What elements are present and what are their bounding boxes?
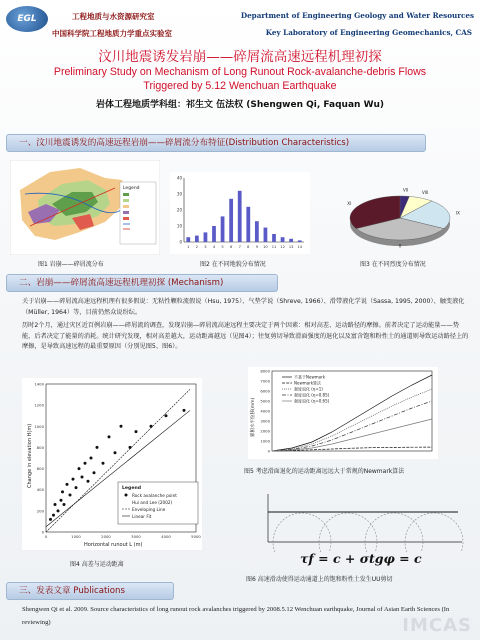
pie-slices: [350, 196, 450, 246]
scatter-legend-4: Linear Fit: [132, 514, 152, 519]
mohr-circle-2: [319, 513, 377, 552]
figure-6-caption: 图6 高速滑动使得运动通道上的饱和粉性土发生UU剪切: [246, 576, 393, 583]
line-legend-label: Newmark算法: [294, 380, 322, 386]
line-legend-label: 强度退化 (η=0.65): [294, 398, 330, 404]
scatter-legend-3: Enveloping Line: [132, 507, 166, 512]
watermark: IMCAS: [402, 615, 472, 636]
legend-point-marker: [125, 494, 128, 497]
bar-7: [238, 191, 242, 242]
mohr-circle-1: [273, 513, 331, 552]
org-name-en-2: Key Laboratory of Engineering Geomechanics, CAS: [265, 28, 472, 37]
scatter-point: [135, 430, 138, 433]
scatter-point: [129, 446, 132, 449]
scatter-legend-2: Hui and Lee (2002): [132, 500, 173, 505]
section-1-heading: 一、汶川地震诱发的高速远程岩崩——碎屑流分布特征(Distribution Characteristics): [6, 134, 426, 152]
bar-y-tick-label: 0: [179, 239, 182, 245]
scatter-point: [114, 451, 117, 454]
scatter-point: [183, 409, 186, 412]
legend-swatch-5: [123, 217, 129, 220]
scatter-point: [102, 462, 105, 465]
shear-strength-formula: τf = c + σtgφ = c: [300, 551, 422, 566]
line-y-tick-label: 8000: [260, 368, 270, 374]
scatter-x-tick-label: 0: [44, 534, 48, 539]
bar-y-tick-label: 20: [176, 207, 182, 213]
figure-1-caption: 图1 岩崩——碎屑流分布: [38, 261, 104, 268]
landform-bar-chart: [170, 172, 310, 254]
line-chart-bg: [248, 367, 438, 459]
scatter-y-tick-label: 600: [36, 466, 44, 472]
scatter-y-tick-label: 1400: [34, 381, 44, 387]
scatter-point: [120, 425, 123, 428]
scatter-point: [63, 503, 66, 506]
title-english-line-1: Preliminary Study on Mechanism of Long Runout Rock-avalanche-debris Flows: [53, 66, 427, 78]
line-y-tick-label: 5000: [260, 398, 270, 404]
distribution-map: [10, 160, 160, 255]
section-3-heading: 三、发表文章 Publications: [6, 582, 174, 600]
scatter-point: [54, 503, 57, 506]
figure-3-caption: 图3 在不同烈度分布情况: [360, 261, 426, 268]
scatter-y-tick-label: 1000: [34, 423, 44, 429]
intensity-pie-chart: [318, 188, 474, 258]
bar-8: [246, 207, 250, 242]
paragraph-hypotheses: 关于岩崩——碎屑流高速远程机理有很多假说：无粘性颗粒流假说（Hsu, 1975）、气垫学说（Shreve, 1966）、滑带液化学说（Sassa, 1995, 2000）、触变液化（Müller, 1964）等，目前仍然众说纷纭。: [22, 298, 465, 316]
scatter-legend-title: Legend: [122, 486, 142, 491]
bar-y-tick-label: 10: [176, 223, 182, 229]
org-name-en-1: Department of Engineering Geology and Water Resources: [240, 11, 474, 20]
shear-envelope-diagram: [262, 490, 468, 552]
scatter-point: [66, 483, 69, 486]
figure-2-caption: 图2 在不同地貌分布情况: [200, 261, 266, 268]
displacement-line-chart: [248, 367, 438, 459]
scatter-point: [60, 499, 63, 502]
scatter-point: [78, 467, 81, 470]
scatter-y-tick-label: 400: [36, 487, 44, 493]
runout-scatter-chart: [22, 378, 202, 550]
figure-5-caption: 图5 考虑滑面退化的运动距离远远大于常规的Newmark算法: [244, 468, 405, 475]
paragraph-findings: 历时2个月，通过灾区近百例岩崩——碎屑流的调查，发现岩崩—碎屑流高速远程主要决定于两个因素：相对高差、运动路径的摩擦。前者决定了运动能量——势能，后者决定了能量的消耗。统计研究发现，相对高差越大，运动距离越远（见图4）；往复剪切导致滑面强度的退化以及富含饱和粉性土的通道则导致运动路径上的摩擦，是导致高速远程的最重要原因（分别见图5、图6）。: [22, 322, 469, 350]
legend-swatch-2: [123, 199, 129, 202]
line-y-tick-label: 2000: [260, 428, 270, 434]
line-y-tick-label: 6000: [260, 388, 270, 394]
line-legend-label: 强度退化 (η=1): [294, 386, 323, 392]
line-y-tick-label: 4000: [260, 408, 270, 414]
scatter-point: [96, 446, 99, 449]
scatter-point: [75, 486, 78, 489]
bar-x-tick-label: 5: [221, 245, 224, 249]
line-y-label: 累积水平位移(mm): [251, 397, 256, 437]
scatter-legend-1: Rock avalanche point: [132, 493, 177, 498]
legend-swatch-3: [123, 205, 129, 208]
bar-6: [229, 199, 233, 242]
scatter-point: [52, 514, 55, 517]
line-y-tick-label: 3000: [260, 418, 270, 424]
bar-5: [221, 216, 225, 242]
bar-x-tick-label: 8: [247, 245, 250, 249]
scatter-point: [81, 476, 84, 479]
scatter-point: [72, 478, 75, 481]
map-legend-title: Legend: [123, 186, 140, 191]
scatter-x-label: Horizontal runout L (m): [84, 542, 143, 548]
bar-x-tick-label: 1: [187, 245, 190, 249]
pie-label: VIII: [421, 190, 429, 196]
bar-x-tick-label: 2: [195, 245, 199, 249]
bar-x-tick-label: 11: [271, 245, 277, 249]
org-name-cn-1: 工程地质与水资源研究室: [72, 12, 155, 21]
bar-1: [186, 237, 190, 242]
bar-y-tick-label: 40: [176, 175, 182, 181]
bar-y-tick-label: 30: [176, 191, 182, 197]
scatter-y-tick-label: 1200: [34, 402, 44, 408]
org-name-cn-2: 中国科学院工程地质力学重点实验室: [52, 29, 172, 38]
bar-x-tick-label: 12: [280, 245, 285, 249]
pie-label: VII: [402, 188, 409, 193]
scatter-x-tick-label: 5000: [191, 534, 201, 539]
scatter-point: [108, 435, 111, 438]
title-english-line-2: Triggered by 5.12 Wenchuan Earthquake: [143, 80, 337, 92]
line-y-tick-label: 0: [267, 448, 270, 454]
bar-x-tick-label: 4: [212, 245, 216, 249]
publication-reference: Shengwen Qi et al. 2009. Source characteristics of long runout rock avalanches triggered by 2008.5.12 Wenchuan earthquake, Journal of Asian Earth Sciences (In reviewing): [22, 606, 450, 626]
bar-x-tick-label: 14: [297, 245, 303, 249]
title-chinese: 汶川地震诱发岩崩——碎屑流高速远程机理初探: [98, 49, 382, 65]
bar-2: [195, 236, 199, 242]
scatter-point: [87, 480, 90, 483]
line-legend-label: 不基于Newmark: [294, 374, 326, 380]
pie-label: IX: [455, 210, 460, 216]
figure-4-caption: 图4 高差与运动距离: [70, 561, 124, 568]
scatter-x-tick-label: 2000: [101, 534, 111, 539]
bar-x-tick-label: 9: [255, 245, 259, 249]
bar-12: [281, 237, 285, 242]
mohr-circle-3: [365, 513, 423, 552]
legend-swatch-1: [123, 193, 129, 196]
legend-swatch-4: [123, 211, 129, 214]
line-legend-label: 强度退化 (η=0.85): [294, 392, 330, 398]
scatter-point: [150, 425, 153, 428]
author-line: 岩体工程地质学科组：祁生文 伍法权 (Shengwen Qi, Faquan Wu): [95, 100, 385, 110]
scatter-x-tick-label: 1000: [71, 534, 81, 539]
scatter-x-tick-label: 3000: [131, 534, 141, 539]
scatter-point: [165, 414, 168, 417]
scatter-point: [84, 462, 87, 465]
line-y-tick-label: 1000: [260, 438, 270, 444]
bar-x-tick-label: 3: [204, 245, 207, 249]
mohr-circle-4: [405, 513, 463, 552]
bar-13: [289, 239, 293, 242]
bar-10: [264, 228, 268, 242]
scatter-point: [69, 494, 72, 497]
bar-x-tick-label: 13: [288, 245, 294, 249]
scatter-point: [49, 518, 52, 521]
scatter-y-tick-label: 0: [41, 529, 44, 535]
bar-x-tick-label: 6: [229, 245, 233, 249]
scatter-point: [93, 471, 96, 474]
bar-9: [255, 221, 259, 242]
scatter-y-tick-label: 800: [36, 444, 44, 450]
bar-x-tick-label: 10: [263, 245, 268, 249]
bar-3: [204, 232, 208, 242]
scatter-point: [90, 457, 93, 460]
scatter-x-tick-label: 4000: [161, 534, 171, 539]
scatter-y-tick-label: 200: [36, 508, 44, 514]
line-y-tick-label: 7000: [260, 378, 270, 384]
scatter-point: [61, 490, 64, 493]
bar-14: [298, 240, 302, 242]
scatter-y-label: Change in elevation H(m): [27, 423, 33, 488]
bar-11: [272, 234, 276, 242]
pie-label: XI: [347, 201, 352, 207]
pie-label: X: [398, 243, 402, 249]
section-2-heading: 二、岩崩——碎屑流高速远程机理初探 (Mechanism): [6, 274, 278, 292]
bar-4: [212, 226, 216, 242]
institute-logo: EGL: [6, 6, 48, 32]
scatter-point: [57, 509, 60, 512]
bar-x-tick-label: 7: [238, 245, 241, 249]
